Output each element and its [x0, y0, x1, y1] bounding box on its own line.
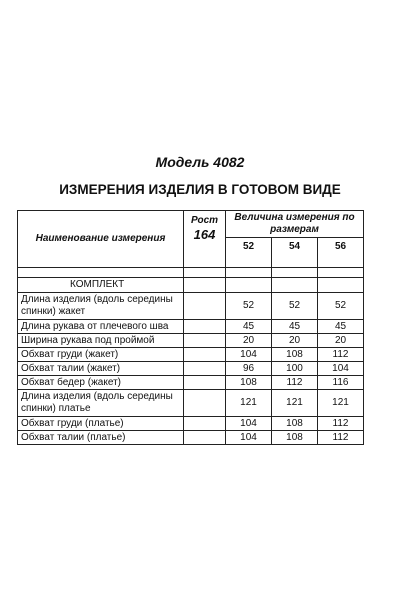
section-row — [18, 278, 364, 293]
measurement-value: 108 — [272, 431, 318, 445]
measurements-table — [17, 210, 364, 445]
measurement-value: 104 — [318, 362, 364, 376]
measurement-value: 20 — [272, 334, 318, 348]
measurement-value: 20 — [318, 334, 364, 348]
measurement-value: 104 — [226, 417, 272, 431]
measurement-name: Длина рукава от плечевого шва — [18, 320, 184, 334]
section-label: КОМПЛЕКТ — [18, 278, 184, 293]
column-header-sizes: Величина измерения по размерам — [226, 211, 364, 238]
measurement-value: 104 — [226, 431, 272, 445]
measurement-name: Обхват груди (жакет) — [18, 348, 184, 362]
measurement-value: 100 — [272, 362, 318, 376]
measurement-value: 52 — [318, 293, 364, 320]
measurement-value: 116 — [318, 376, 364, 390]
measurement-name: Обхват талии (жакет) — [18, 362, 184, 376]
measurement-value: 52 — [272, 293, 318, 320]
size-header: 56 — [318, 238, 364, 268]
table-row — [18, 320, 364, 334]
measurement-value: 20 — [226, 334, 272, 348]
measurement-value: 45 — [272, 320, 318, 334]
measurement-value: 112 — [318, 417, 364, 431]
measurement-value: 112 — [318, 431, 364, 445]
measurement-value: 52 — [226, 293, 272, 320]
measurement-value: 112 — [318, 348, 364, 362]
measurement-value: 121 — [226, 390, 272, 417]
column-header-name: Наименование измерения — [18, 211, 184, 268]
measurement-value: 108 — [272, 348, 318, 362]
table-row — [18, 293, 364, 320]
model-title: Модель 4082 — [155, 154, 245, 170]
size-header: 52 — [226, 238, 272, 268]
table-row — [18, 376, 364, 390]
measurement-value: 112 — [272, 376, 318, 390]
measurement-name: Обхват груди (платье) — [18, 417, 184, 431]
height-value: 164 — [193, 227, 216, 242]
measurement-value: 121 — [318, 390, 364, 417]
table-row — [18, 334, 364, 348]
table-row — [18, 417, 364, 431]
measurement-name: Длина изделия (вдоль середины спинки) платье — [18, 390, 184, 417]
size-header: 54 — [272, 238, 318, 268]
measurement-value: 108 — [272, 417, 318, 431]
measurement-value: 45 — [318, 320, 364, 334]
measurement-name: Обхват талии (платье) — [18, 431, 184, 445]
measurement-value: 121 — [272, 390, 318, 417]
measurement-value: 104 — [226, 348, 272, 362]
height-label: Рост — [190, 215, 219, 226]
table-row — [18, 431, 364, 445]
measurement-value: 96 — [226, 362, 272, 376]
measurement-value: 45 — [226, 320, 272, 334]
measurement-name: Обхват бедер (жакет) — [18, 376, 184, 390]
column-header-height — [184, 211, 226, 268]
measurement-value: 108 — [226, 376, 272, 390]
measurement-name: Длина изделия (вдоль середины спинки) жакет — [18, 293, 184, 320]
measurement-name: Ширина рукава под проймой — [18, 334, 184, 348]
table-row — [18, 362, 364, 376]
table-row — [18, 390, 364, 417]
spacer-row — [18, 268, 364, 278]
table-row — [18, 348, 364, 362]
document-title: ИЗМЕРЕНИЯ ИЗДЕЛИЯ В ГОТОВОМ ВИДЕ — [59, 182, 341, 197]
